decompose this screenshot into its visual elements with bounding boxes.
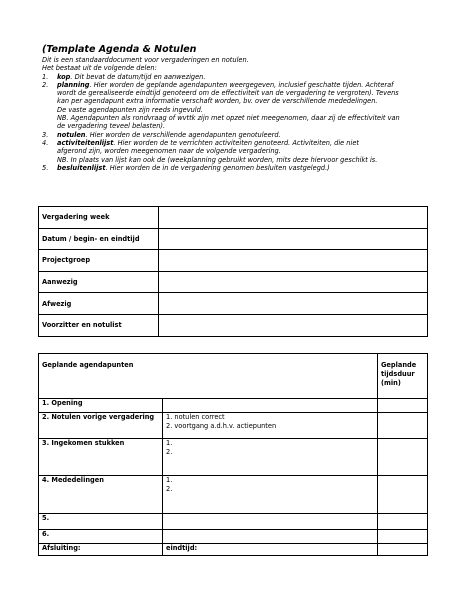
item-text: Dit bevat de datum/tijd en aanwezigen. [74, 72, 206, 81]
agenda-point: 1. Opening [39, 399, 163, 413]
agenda-duration[interactable] [378, 530, 428, 544]
agenda-details[interactable] [163, 476, 378, 514]
item-text: NB. Agendapunten als rondvraag of wvttk zijn met opzet niet meegenomen, daar zij de effectiviteit van [57, 114, 400, 123]
agenda-duration[interactable] [378, 476, 428, 514]
intro-text [42, 44, 434, 172]
detail-line: 2. voortgang a.d.h.v. actiepunten [166, 422, 277, 430]
item-text: afgerond zijn, worden meegenomen naar de volgende vergadering. [57, 147, 281, 156]
item-term: kop [57, 72, 71, 81]
item-text: Hier worden de in de vergadering genomen besluiten vastgelegd.) [109, 163, 330, 172]
field-label: Aanwezig [39, 271, 159, 293]
parts-list [42, 73, 434, 173]
header-duration-line: tijdsduur [381, 370, 415, 378]
item-text: Hier worden de geplande agendapunten weergegeven, inclusief geschatte tijden. Achteraf [93, 80, 394, 89]
agenda-duration[interactable] [378, 439, 428, 476]
field-label: Voorzitter en notulist [39, 314, 159, 336]
agenda-point: 6. [39, 530, 163, 544]
agenda-point: 3. Ingekomen stukken [39, 439, 163, 476]
item-text: de vergadering teveel belasten). [57, 122, 166, 131]
item-number: 4. [42, 138, 49, 147]
table-row [39, 514, 428, 530]
parts-list-item: 5. besluitenlijst. Hier worden de in de vergadering genomen besluiten vastgelegd.) [42, 163, 330, 172]
agenda-point: 5. [39, 514, 163, 530]
item-term: notulen [57, 130, 86, 139]
item-term: activiteitenlijst [57, 138, 114, 147]
table-row [39, 530, 428, 544]
field-label: Datum / begin- en eindtijd [39, 228, 159, 250]
field-label: Vergadering week [39, 207, 159, 229]
field-label: Projectgroep [39, 250, 159, 272]
agenda-details[interactable] [163, 514, 378, 530]
field-value-chair-secretary[interactable] [159, 314, 428, 336]
agenda-details[interactable] [163, 413, 378, 439]
end-time-label: eindtijd: [163, 544, 378, 556]
intro-line: Dit is een standaarddocument voor vergaderingen en notulen. [42, 56, 249, 64]
table-row [39, 544, 428, 556]
header-duration-line: (min) [381, 379, 401, 387]
detail-line: 1. [166, 476, 173, 484]
agenda-details[interactable] [163, 439, 378, 476]
item-number: 5. [42, 163, 49, 172]
header-duration [378, 354, 428, 399]
item-number: 2. [42, 80, 49, 89]
document-title: (Template Agenda & Notulen [42, 44, 197, 55]
agenda-details[interactable] [163, 530, 378, 544]
item-text: wordt de gerealiseerde eindtijd genoteerd om de effectiviteit van de vergadering te vergroten). Tevens [57, 89, 399, 98]
table-row [39, 271, 428, 293]
table-row [39, 399, 428, 413]
table-row [39, 228, 428, 250]
agenda-table [38, 353, 428, 556]
agenda-point: 2. Notulen vorige vergadering [39, 413, 163, 439]
item-number: 3. [42, 130, 49, 139]
item-term: planning [57, 80, 90, 89]
agenda-details[interactable] [163, 399, 378, 413]
agenda-duration[interactable] [378, 399, 428, 413]
closing-duration[interactable] [378, 544, 428, 556]
item-number: 1. [42, 72, 49, 81]
field-label: Afwezig [39, 293, 159, 315]
field-value-week[interactable] [159, 207, 428, 229]
table-row [39, 293, 428, 315]
item-term: besluitenlijst [57, 163, 106, 172]
agenda-duration[interactable] [378, 514, 428, 530]
field-value-projectgroup[interactable] [159, 250, 428, 272]
table-row [39, 314, 428, 336]
table-row [39, 413, 428, 439]
header-agenda-points: Geplande agendapunten [39, 354, 378, 399]
header-duration-line: Geplande [381, 361, 417, 369]
agenda-duration[interactable] [378, 413, 428, 439]
detail-line: 2. [166, 485, 173, 493]
item-text: kan per agendapunt extra informatie verschaft worden, bv. over de verschillende mededelingen. [57, 97, 378, 106]
table-header-row [39, 354, 428, 399]
table-row [39, 476, 428, 514]
intro-line: Het bestaat uit de volgende delen: [42, 64, 157, 73]
parts-list-item: 3. notulen. Hier worden de verschillende agendapunten genotuleerd. [42, 130, 281, 139]
table-row [39, 207, 428, 229]
item-text: NB. In plaats van lijst kan ook de (weekplanning gebruikt worden, mits deze hiervoor geschikt is. [57, 155, 378, 164]
closing-label: Afsluiting: [39, 544, 163, 556]
agenda-point: 4. Mededelingen [39, 476, 163, 514]
field-value-absent[interactable] [159, 293, 428, 315]
table-row [39, 439, 428, 476]
detail-line: 1. notulen correct [166, 413, 225, 421]
field-value-present[interactable] [159, 271, 428, 293]
table-row [39, 250, 428, 272]
item-text: Hier worden de verschillende agendapunten genotuleerd. [89, 130, 281, 139]
parts-list-item: 2. planning. Hier worden de geplande agendapunten weergegeven, inclusief geschatte tijden. Achteraf wordt de gerealiseerde eindtijd genoteerd om de effectiviteit van de vergadering te vergroten). Tevens kan per agendapunt extra informatie verschaft worden, bv. over de verschillende mededelingen. De vaste agendapunten zijn reeds ingevuld. NB. Agendapunten als rondvraag of wvttk zijn met opzet niet meegenomen, daar zij de effectiviteit van de vergadering teveel belasten). [42, 81, 434, 131]
parts-list-item: 1. kop. Dit bevat de datum/tijd en aanwezigen. [42, 72, 206, 81]
meeting-info-table [38, 206, 428, 337]
item-text: Hier worden de te verrichten activiteiten genoteerd. Activiteiten, die niet [117, 138, 359, 147]
field-value-date-time[interactable] [159, 228, 428, 250]
parts-list-item: 4. activiteitenlijst. Hier worden de te verrichten activiteiten genoteerd. Activiteiten, die niet afgerond zijn, worden meegenomen naar de volgende vergadering. NB. In plaats van lijst kan ook de (weekplanning gebruikt worden, mits deze hiervoor geschikt is. [42, 139, 434, 164]
detail-line: 2. [166, 448, 173, 456]
item-text: De vaste agendapunten zijn reeds ingevuld. [57, 105, 203, 114]
detail-line: 1. [166, 439, 173, 447]
